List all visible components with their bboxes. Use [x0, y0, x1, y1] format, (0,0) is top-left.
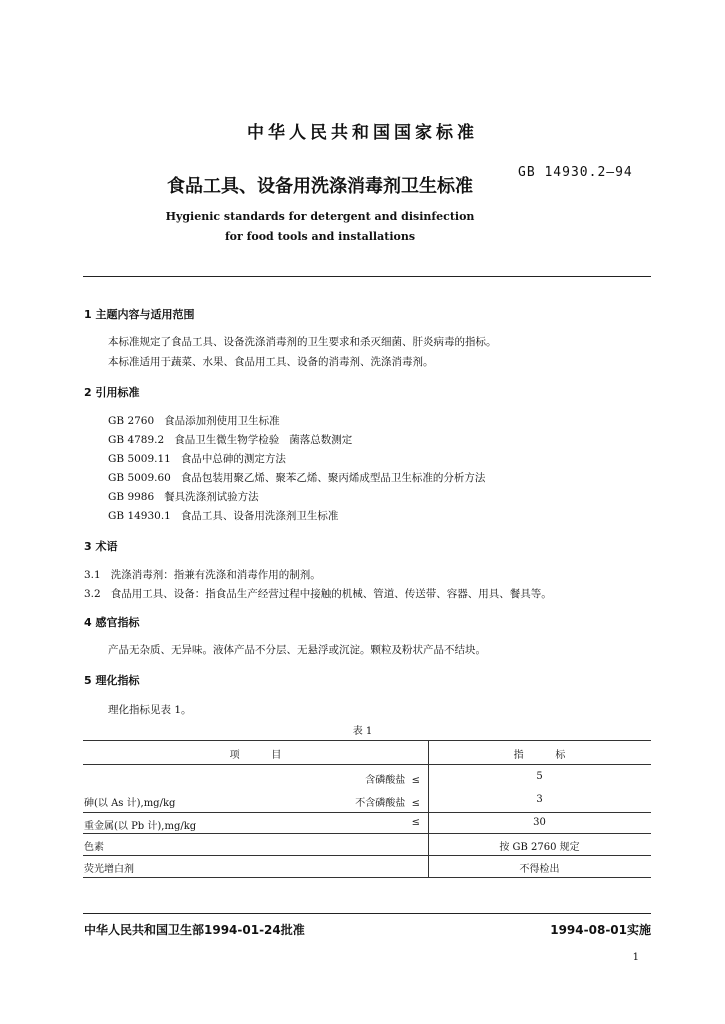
footer-divider	[83, 913, 651, 914]
reference-item: GB 2760 食品添加剂使用卫生标准	[108, 415, 280, 427]
section-2-heading: 2 引用标准	[84, 386, 140, 399]
section-1-paragraph-2: 本标准适用于蔬菜、水果、食品用工具、设备的消毒剂、洗涤消毒剂。	[108, 356, 434, 368]
section-5-paragraph: 理化指标见表 1。	[108, 704, 192, 716]
section-3-heading: 3 术语	[84, 540, 118, 553]
implementation-date: 1994-08-01实施	[550, 923, 651, 937]
document-title: 食品工具、设备用洗涤消毒剂卫生标准	[167, 176, 473, 197]
approval-note: 中华人民共和国卫生部1994-01-24批准	[84, 923, 305, 937]
table-row-name: 砷(以 As 计),mg/kg	[84, 798, 176, 809]
english-title-line2: for food tools and installations	[224, 230, 416, 243]
table-row-name: 色素	[84, 842, 104, 853]
table-top-rule	[83, 740, 651, 741]
term-3-2: 3.2 食品用工具、设备：指食品生产经营过程中接触的机械、管道、传送带、容器、用具、餐具等。	[84, 588, 552, 600]
reference-item: GB 9986 餐具洗涤剂试验方法	[108, 491, 259, 503]
table-row-rule	[83, 833, 651, 834]
section-4-paragraph: 产品无杂质、无异味。液体产品不分层、无悬浮或沉淀。颗粒及粉状产品不结块。	[108, 644, 486, 656]
term-3-1: 3.1 洗涤消毒剂：指兼有洗涤和消毒作用的制剂。	[84, 569, 321, 581]
standard-number: GB 14930.2—94	[518, 165, 633, 180]
reference-item: GB 4789.2 食品卫生微生物学检验 菌落总数测定	[108, 434, 353, 446]
section-5-heading: 5 理化指标	[84, 674, 140, 687]
reference-item: GB 5009.60 食品包装用聚乙烯、聚苯乙烯、聚丙烯成型品卫生标准的分析方法	[108, 472, 486, 484]
table-row-sub: 不含磷酸盐 ≤	[355, 798, 420, 809]
table-row-name: 重金属(以 Pb 计),mg/kg	[84, 821, 197, 832]
table-header-index: 指 标	[513, 750, 566, 761]
table-header-item: 项 目	[229, 750, 282, 761]
section-1-paragraph-1: 本标准规定了食品工具、设备洗涤消毒剂的卫生要求和杀灭细菌、肝炎病毒的指标。	[108, 336, 497, 348]
header-divider	[83, 276, 651, 277]
table-row-rule	[83, 855, 651, 856]
section-1-heading: 1 主题内容与适用范围	[84, 308, 195, 321]
table-row-value: 30	[533, 817, 546, 828]
table-caption: 表 1	[352, 726, 373, 737]
table-row-value: 5	[536, 771, 543, 782]
reference-item: GB 14930.1 食品工具、设备用洗涤剂卫生标准	[108, 510, 339, 522]
table-row-value: 3	[536, 794, 543, 805]
table-row-sub: ≤	[411, 817, 420, 828]
page-number: 1	[632, 952, 639, 963]
national-standard-heading: 中华人民共和国国家标准	[247, 123, 478, 143]
table-row-name: 荧光增白剂	[84, 864, 134, 875]
reference-item: GB 5009.11 食品中总砷的测定方法	[108, 453, 286, 465]
table-row-value: 按 GB 2760 规定	[499, 842, 580, 853]
section-4-heading: 4 感官指标	[84, 616, 140, 629]
table-row-value: 不得检出	[519, 864, 560, 875]
table-row-rule	[83, 812, 651, 813]
table-bottom-rule	[83, 877, 651, 878]
table-header-rule	[83, 764, 651, 765]
table-row-sub: 含磷酸盐 ≤	[365, 775, 420, 786]
english-title-line1: Hygienic standards for detergent and disinfection	[165, 210, 475, 223]
